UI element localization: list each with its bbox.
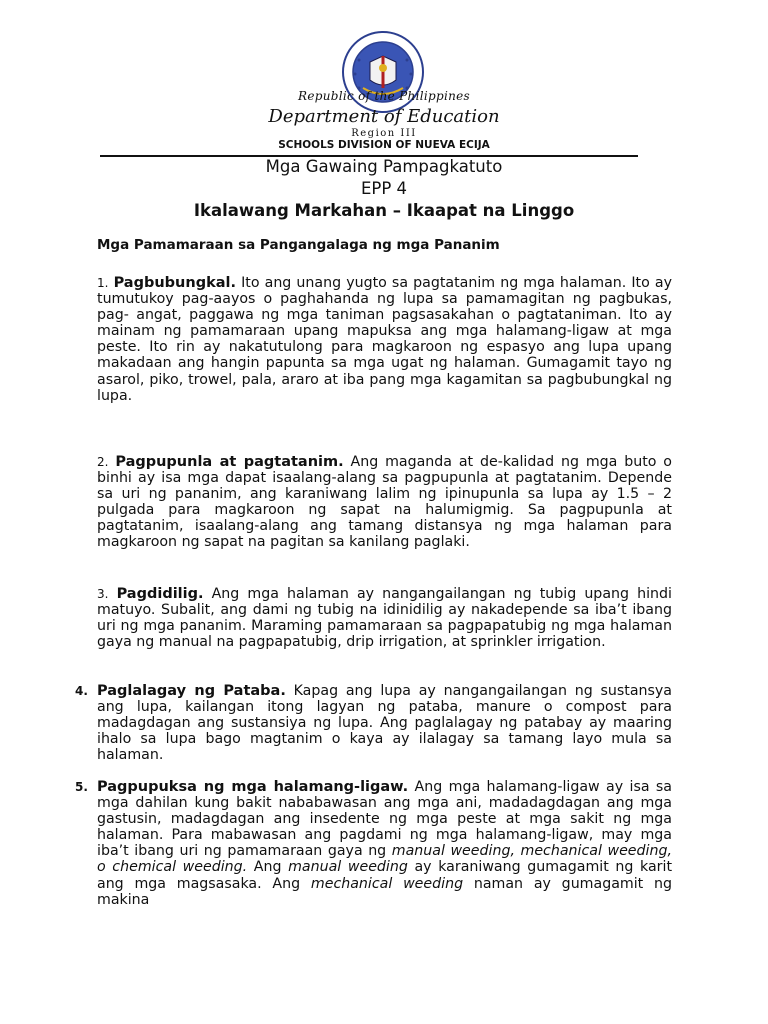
item-heading: Pagdidilig. (116, 586, 204, 602)
item-heading: Pagbubungkal. (113, 275, 236, 291)
item-body: Kapag ang lupa ay nangangailangan ng sustansya ang lupa, kailangan itong lagyan ng pataba, manure o compost para madagdagan ang sustansiya ng lupa. Ang paglalagay ng patabay ay maaring ihalo sa lupa bago magtanim o kaya ay ilalagay sa tamang layo mula sa halaman. (97, 683, 672, 764)
list-item (97, 275, 672, 404)
item-heading: Pagpupuksa ng mga halamang-ligaw. (97, 779, 409, 795)
division-heading: SCHOOLS DIVISION OF NUEVA ECIJA (278, 139, 490, 151)
republic-heading: Republic of the Philippines (298, 89, 470, 103)
item-emphasis: manual weeding, mechanical weeding, o chemical weeding. (97, 843, 672, 876)
item-body: ay karaniwang gumagamit ng karit ang mga magsasaka. Ang (97, 859, 673, 892)
item-body: Ang mga halamang-ligaw ay isa sa mga dahilan kung bakit nababawasan ang mga ani, madadagdagan ang mga gastusin, madagdagan ang insedente ng mga peste at mga sakit ng mga halaman. Para mabawasan ang pagdami ng mga halamang-ligaw, may mga iba’t ibang uri ng pamamaraan gaya ng (97, 779, 672, 860)
item-body: Ang mga halaman ay nangangailangan ng tubig upang hindi matuyo. Subalit, ang dami ng tubig na idinidilig ay nakadepende sa iba’t ibang uri ng mga pananim. Maraming pamamaraan sa pagpapatubig ng mga halaman gaya ng manual na pagpapatubig, drip irrigation, at sprinkler irrigation. (97, 586, 672, 651)
list-item (75, 683, 672, 764)
item-number: 2. (97, 455, 109, 469)
section-subheading: Mga Pamamaraan sa Pangangalaga ng mga Pananim (97, 237, 500, 253)
item-number: 3. (97, 587, 109, 601)
document-title: Mga Gawaing Pampagkatuto (265, 157, 503, 176)
region-heading: Region III (351, 128, 417, 139)
item-emphasis: mechanical weeding (310, 875, 464, 892)
list-item (97, 454, 672, 551)
department-heading: Department of Education (268, 106, 500, 127)
item-body: Ang (247, 859, 289, 876)
list-item (97, 586, 672, 650)
item-emphasis: manual weeding (288, 859, 408, 876)
item-heading: Paglalagay ng Pataba. (97, 683, 286, 699)
item-body: Ito ang unang yugto sa pagtatanim ng mga halaman. Ito ay tumutukoy pag-aayos o paghahanda ng lupa sa pamamagitan ng pagbukas, pag- angat, paggawa ng mga taniman pagsasakahan o pagtataniman. Ito ay mainam ng pamamaraan upang mapuksa ang mga halamang-ligaw at mga peste. Ito rin ay nakatutulong para magkaroon ng espasyo ang lupa upang makadaan ang hangin papunta sa mga ugat ng halaman. Gumagamit tayo ng asarol, piko, trowel, pala, araro at iba pang mga kagamitan sa pagbubungkal ng lupa. (97, 275, 672, 404)
item-number: 4. (75, 684, 88, 698)
quarter-week-title: Ikalawang Markahan – Ikaapat na Linggo (193, 201, 575, 220)
item-heading: Pagpupunla at pagtatanim. (115, 454, 344, 470)
list-item (75, 779, 673, 908)
item-body: naman ay gumagamit ng makina (97, 875, 672, 908)
item-number: 1. (97, 276, 109, 290)
item-body: Ang maganda at de-kalidad ng mga buto o binhi ay isa mga dapat isaalang-alang sa pagpupunla at pagtatanim. Depende sa uri ng pananim, ang karaniwang lalim ng ipinupunla sa lupa ay 1.5 – 2 pulgada para magkaroon ng sapat na halumigmig. Sa pagpupunla at pagtatanim, isaalang-alang ang tamang distansya ng mga halaman para magkaroon ng sapat na pagitan sa kanilang paglaki. (97, 454, 672, 551)
subject-title: EPP 4 (360, 179, 408, 198)
item-number: 5. (75, 780, 88, 794)
